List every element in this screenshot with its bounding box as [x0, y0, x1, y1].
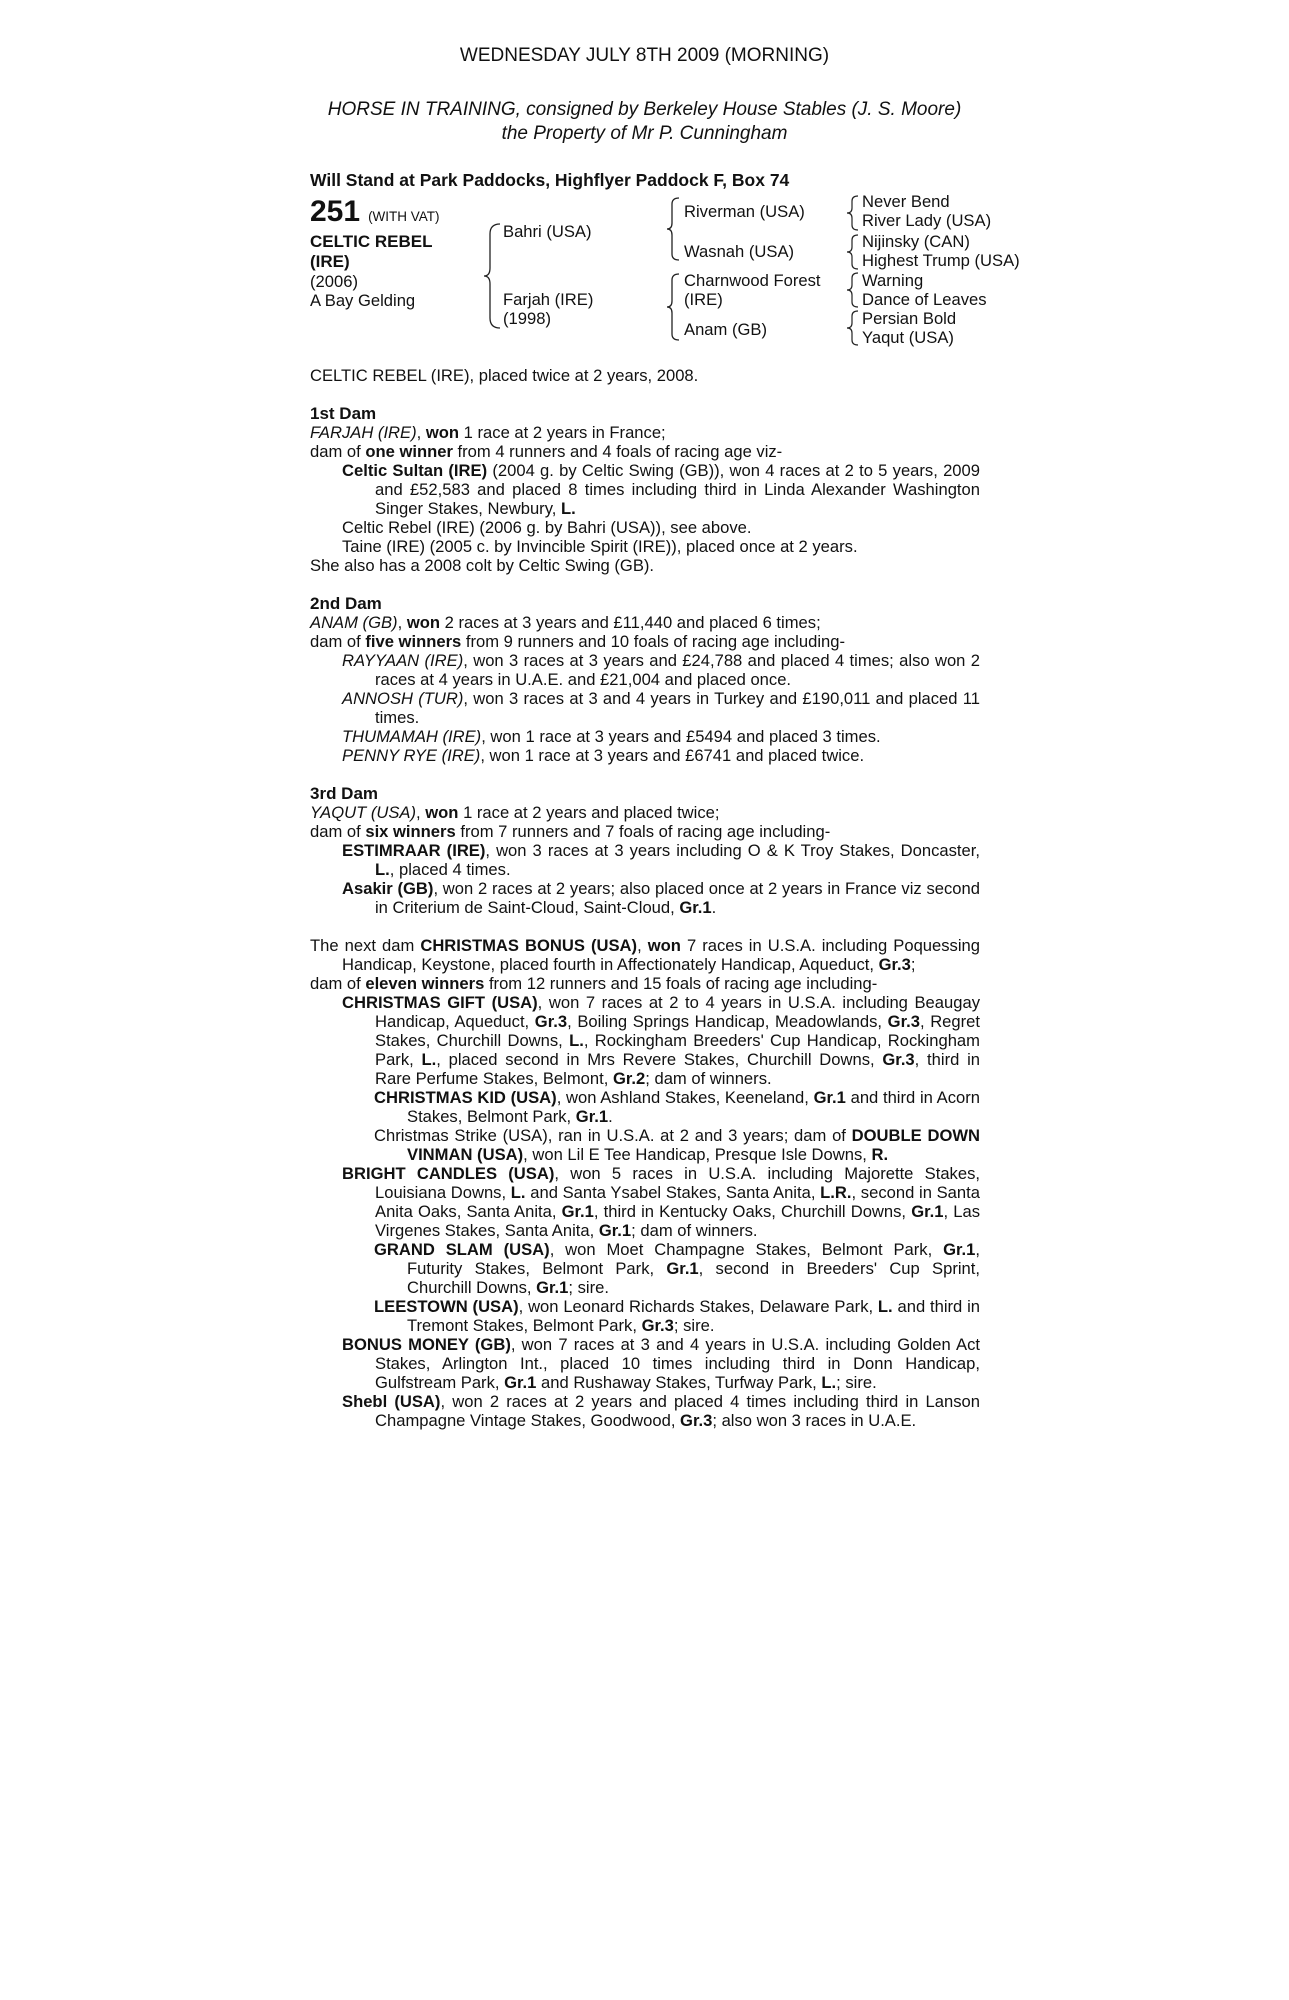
produce-name: Celtic Sultan (IRE) — [342, 461, 488, 480]
lot-number-block — [310, 196, 440, 228]
produce-name: BRIGHT CANDLES (USA) — [342, 1164, 555, 1183]
race-grade: L. — [821, 1373, 837, 1392]
sale-date-heading: WEDNESDAY JULY 8TH 2009 (MORNING) — [459, 45, 830, 66]
produce-entry — [310, 879, 980, 917]
won-word: won — [647, 936, 681, 955]
race-grade: Gr.3 — [882, 1050, 915, 1069]
separator: , — [637, 936, 648, 955]
pedigree-sire-dam: Wasnah (USA) — [684, 242, 795, 261]
second-dam-section — [310, 594, 980, 765]
produce-entry: Taine (IRE) (2005 c. by Invincible Spirit (IRE)), placed once at 2 years. — [342, 537, 858, 556]
produce-text: , won 3 races at 3 years and £24,788 and placed 4 times; also won 2 races at 4 years in U.A.E. and £21,004 and placed once. — [375, 651, 980, 689]
pedigree-brace-dd — [845, 309, 861, 347]
dam-of-label: dam of — [310, 442, 366, 461]
runners-foals-text: from 12 runners and 15 foals of racing age including- — [484, 974, 878, 993]
produce-name: BONUS MONEY (GB) — [342, 1335, 511, 1354]
third-dam-produce-summary — [310, 822, 980, 841]
race-grade: Gr.1 — [813, 1088, 846, 1107]
produce-text: , won 2 races at 2 years and placed 4 times including third in Lanson Champagne Vintage Stakes, Goodwood, — [375, 1392, 980, 1430]
produce-entry-leestown — [310, 1297, 980, 1335]
pedigree-sss: Never Bend — [862, 192, 950, 211]
produce-text: , third in Kentucky Oaks, Churchill Downs, — [593, 1202, 912, 1221]
dam-of-label: dam of — [310, 974, 366, 993]
pedigree-brace-ds — [845, 271, 861, 309]
race-grade: L. — [510, 1183, 526, 1202]
third-dam-record-text: 1 race at 2 years and placed twice; — [458, 803, 720, 822]
produce-text: Christmas Strike (USA), ran in U.S.A. at 2 and 3 years; dam of — [374, 1126, 852, 1145]
produce-text: , second in Breeders' Cup Sprint, Churchill Downs, — [407, 1259, 980, 1297]
race-grade: Gr.3 — [534, 1012, 568, 1031]
race-grade: L.R. — [820, 1183, 852, 1202]
race-grade: Gr.3 — [680, 1411, 713, 1430]
pedigree-sdd: Highest Trump (USA) — [862, 251, 1020, 270]
produce-name: THUMAMAH (IRE) — [342, 727, 482, 746]
next-dam-name: CHRISTMAS BONUS (USA) — [420, 936, 638, 955]
third-dam-record: YAQUT (USA), won 1 race at 2 years and placed twice; — [310, 803, 720, 822]
runners-foals-text: from 9 runners and 10 foals of racing age including- — [461, 632, 845, 651]
first-dam-section — [310, 404, 980, 575]
produce-text: , placed second in Mrs Revere Stakes, Churchill Downs, — [436, 1050, 883, 1069]
runners-foals-text: from 7 runners and 7 foals of racing age including- — [455, 822, 831, 841]
pedigree-dam-dam: Anam (GB) — [684, 320, 767, 339]
winners-count: six winners — [365, 822, 456, 841]
produce-entry — [310, 746, 980, 765]
race-grade: R. — [871, 1145, 889, 1164]
produce-text: ; dam of winners. — [645, 1069, 772, 1088]
race-grade: Gr.1 — [536, 1278, 569, 1297]
produce-text: and third in Acorn Stakes, Belmont Park, — [407, 1088, 980, 1126]
won-word: won — [406, 613, 441, 632]
first-dam-name: FARJAH (IRE) — [310, 423, 417, 442]
stand-location: Will Stand at Park Paddocks, Highflyer Paddock F, Box 74 — [310, 170, 790, 190]
produce-text: , won 1 race at 3 years and £5494 and placed 3 times. — [481, 727, 881, 746]
first-dam-record: FARJAH (IRE), won 1 race at 2 years in France; — [310, 423, 666, 442]
next-dam-intro: The next dam — [310, 936, 421, 955]
winners-count: five winners — [365, 632, 462, 651]
race-grade: L. — [561, 499, 576, 518]
produce-name: Shebl (USA) — [342, 1392, 441, 1411]
first-dam-record-text: 1 race at 2 years in France; — [459, 423, 666, 442]
race-grade: Gr.1 — [561, 1202, 594, 1221]
race-grade: L. — [877, 1297, 893, 1316]
produce-text: , placed 4 times. — [389, 860, 511, 879]
produce-text: , won 3 races at 3 and 4 years in Turkey and £190,011 and placed 11 times. — [375, 689, 980, 727]
pedigree-brace-gen1 — [482, 222, 504, 330]
produce-text: , Boiling Springs Handicap, Meadowlands, — [567, 1012, 888, 1031]
produce-text: ; dam of winners. — [631, 1221, 758, 1240]
race-grade: Gr.2 — [612, 1069, 646, 1088]
pedigree-dds: Persian Bold — [862, 309, 957, 328]
produce-text: and Rushaway Stakes, Turfway Park, — [536, 1373, 822, 1392]
consignor-line: HORSE IN TRAINING, consigned by Berkeley House Stables (J. S. Moore) — [327, 99, 962, 120]
pedigree-ssd: River Lady (USA) — [862, 211, 992, 230]
pedigree-dss: Warning — [862, 271, 924, 290]
foaling-year: (2006) — [310, 272, 358, 291]
won-word: won — [425, 803, 459, 822]
pedigree-brace-ss — [845, 194, 861, 232]
second-dam-produce-summary — [310, 632, 980, 651]
winners-count: one winner — [365, 442, 453, 461]
produce-name: GRAND SLAM (USA) — [374, 1240, 550, 1259]
third-dam-title: 3rd Dam — [310, 784, 379, 803]
pedigree-sds: Nijinsky (CAN) — [862, 232, 970, 251]
horse-description: A Bay Gelding — [310, 291, 416, 310]
punctuation: ; — [910, 955, 916, 974]
produce-entry-christmas-kid — [310, 1088, 980, 1126]
first-dam-title: 1st Dam — [310, 404, 377, 423]
produce-name: LEESTOWN (USA) — [374, 1297, 519, 1316]
race-grade: Gr.1 — [911, 1202, 944, 1221]
produce-text: . — [711, 898, 717, 917]
produce-text: ; also won 3 races in U.A.E. — [712, 1411, 917, 1430]
lot-number: 251 — [310, 195, 361, 228]
pedigree-dam-sire — [684, 271, 821, 309]
dam-of-label: dam of — [310, 822, 366, 841]
race-grade: Gr.1 — [666, 1259, 699, 1278]
first-dam-note: She also has a 2008 colt by Celtic Swing (GB). — [310, 556, 655, 575]
produce-entry — [310, 651, 980, 689]
produce-name: RAYYAAN (IRE) — [342, 651, 464, 670]
produce-entry-grand-slam — [310, 1240, 980, 1297]
produce-text: , Regret Stakes, Churchill Downs, — [375, 1012, 980, 1050]
race-grade: Gr.1 — [575, 1107, 609, 1126]
produce-name: Asakir (GB) — [342, 879, 434, 898]
consignment-heading — [0, 98, 1289, 146]
produce-text: , Las Virgenes Stakes, Santa Anita, — [375, 1202, 980, 1240]
race-grade: Gr.1 — [598, 1221, 632, 1240]
produce-text: , won Leonard Richards Stakes, Delaware Park, — [518, 1297, 878, 1316]
second-dam-record-text: 2 races at 3 years and £11,440 and placed 6 times; — [440, 613, 821, 632]
pedigree-dam — [503, 290, 593, 328]
produce-text: , Rockingham Breeders' Cup Handicap, Rockingham Park, — [375, 1031, 980, 1069]
produce-text: , won Ashland Stakes, Keeneland, — [556, 1088, 814, 1107]
third-dam-name: YAQUT (USA) — [310, 803, 417, 822]
pedigree-dam-sire-name: Charnwood Forest — [684, 271, 821, 290]
race-grade: Gr.3 — [641, 1316, 674, 1335]
race-grade: L. — [375, 860, 390, 879]
catalogue-body — [310, 366, 980, 1430]
pedigree-dsd: Dance of Leaves — [862, 290, 987, 309]
produce-text: , Futurity Stakes, Belmont Park, — [407, 1240, 980, 1278]
next-dam-record — [310, 936, 980, 974]
produce-text: . — [608, 1107, 613, 1126]
produce-text: , won 1 race at 3 years and £6741 and placed twice. — [480, 746, 865, 765]
produce-text: , won 3 races at 3 years including O & K Troy Stakes, Doncaster, — [485, 841, 980, 860]
produce-text: , won 7 races at 2 to 4 years in U.S.A. including Beaugay Handicap, Aqueduct, — [375, 993, 980, 1031]
race-grade: Gr.3 — [878, 955, 911, 974]
vat-note: (WITH VAT) — [368, 209, 440, 224]
produce-entry-bonus-money — [310, 1335, 980, 1392]
produce-text: ; sire. — [568, 1278, 609, 1297]
produce-entry — [310, 727, 980, 746]
dam-of-label: dam of — [310, 632, 366, 651]
race-record-summary: CELTIC REBEL (IRE), placed twice at 2 years, 2008. — [310, 366, 699, 385]
produce-entry-christmas-gift — [310, 993, 980, 1088]
horse-identity — [310, 232, 460, 310]
first-dam-produce-summary — [310, 442, 980, 461]
produce-text: (2004 g. by Celtic Swing (GB)), won 4 races at 2 to 5 years, 2009 and £52,583 and placed 8 times including third in Linda Alexander Washington Singer Stakes, Newbury, — [375, 461, 980, 518]
winners-count: eleven winners — [365, 974, 485, 993]
produce-name: PENNY RYE (IRE) — [342, 746, 481, 765]
pedigree-brace-dam — [665, 272, 683, 342]
produce-text: , won Lil E Tee Handicap, Presque Isle Downs, — [523, 1145, 872, 1164]
produce-name: ESTIMRAAR (IRE) — [342, 841, 486, 860]
won-word: won — [425, 423, 460, 442]
produce-entry: Celtic Rebel (IRE) (2006 g. by Bahri (USA)), see above. — [342, 518, 752, 537]
pedigree-dam-name: Farjah (IRE) — [503, 290, 594, 309]
race-grade: Gr.3 — [887, 1012, 920, 1031]
produce-entry — [310, 841, 980, 879]
produce-name: CHRISTMAS GIFT (USA) — [342, 993, 538, 1012]
produce-entry-christmas-strike — [310, 1126, 980, 1164]
second-dam-name: ANAM (GB) — [310, 613, 398, 632]
produce-name: ANNOSH (TUR) — [342, 689, 464, 708]
pedigree-dam-year: (1998) — [503, 309, 551, 328]
produce-entry — [310, 689, 980, 727]
third-dam-section — [310, 784, 980, 917]
produce-text: , third in Rare Perfume Stakes, Belmont, — [375, 1050, 980, 1088]
produce-text: ; sire. — [836, 1373, 877, 1392]
produce-entry-shebl — [310, 1392, 980, 1430]
produce-text: , won 2 races at 2 years; also placed once at 2 years in France viz second in Criterium de Saint-Cloud, Saint-Cloud, — [375, 879, 980, 917]
produce-entry-bright-candles — [310, 1164, 980, 1240]
race-grade: Gr.1 — [943, 1240, 976, 1259]
race-grade: L. — [569, 1031, 584, 1050]
next-dam-record-text: 7 races in U.S.A. including Poquessing Handicap, Keystone, placed fourth in Affectionately Handicap, Aqueduct, — [342, 936, 980, 974]
horse-name-line1: CELTIC REBEL — [310, 232, 433, 251]
produce-text: and third in Tremont Stakes, Belmont Park, — [407, 1297, 980, 1335]
pedigree-brace-sire — [665, 196, 683, 262]
race-grade: Gr.1 — [679, 898, 712, 917]
race-grade: Gr.1 — [504, 1373, 537, 1392]
produce-text: , won Moet Champagne Stakes, Belmont Park, — [549, 1240, 944, 1259]
horse-name-line2: (IRE) — [310, 252, 350, 271]
produce-text: , second in Santa Anita Oaks, Santa Anita, — [375, 1183, 980, 1221]
produce-name: CHRISTMAS KID (USA) — [374, 1088, 557, 1107]
second-dam-record: ANAM (GB), won 2 races at 3 years and £11,440 and placed 6 times; — [310, 613, 821, 632]
pedigree-ddd: Yaqut (USA) — [862, 328, 954, 347]
produce-text: ; sire. — [673, 1316, 715, 1335]
pedigree-brace-sd — [845, 233, 861, 271]
produce-name: DOUBLE DOWN VINMAN (USA) — [407, 1126, 980, 1164]
produce-text: and Santa Ysabel Stakes, Santa Anita, — [525, 1183, 821, 1202]
produce-text: , won 7 races at 3 and 4 years in U.S.A. including Golden Act Stakes, Arlington Int., placed 10 times including third in Donn Handicap, Gulfstream Park, — [375, 1335, 980, 1392]
owner-line: the Property of Mr P. Cunningham — [501, 123, 788, 144]
pedigree-sire: Bahri (USA) — [503, 222, 592, 241]
produce-entry — [310, 461, 980, 518]
pedigree-dam-sire-country: (IRE) — [684, 290, 723, 309]
pedigree-sire-sire: Riverman (USA) — [684, 202, 805, 221]
next-dam-produce-summary — [310, 974, 980, 993]
runners-foals-text: from 4 runners and 4 foals of racing age viz- — [452, 442, 783, 461]
second-dam-title: 2nd Dam — [310, 594, 382, 613]
race-grade: L. — [421, 1050, 437, 1069]
next-dam-section — [310, 936, 980, 1430]
produce-text: , won 5 races in U.S.A. including Majorette Stakes, Louisiana Downs, — [375, 1164, 980, 1202]
